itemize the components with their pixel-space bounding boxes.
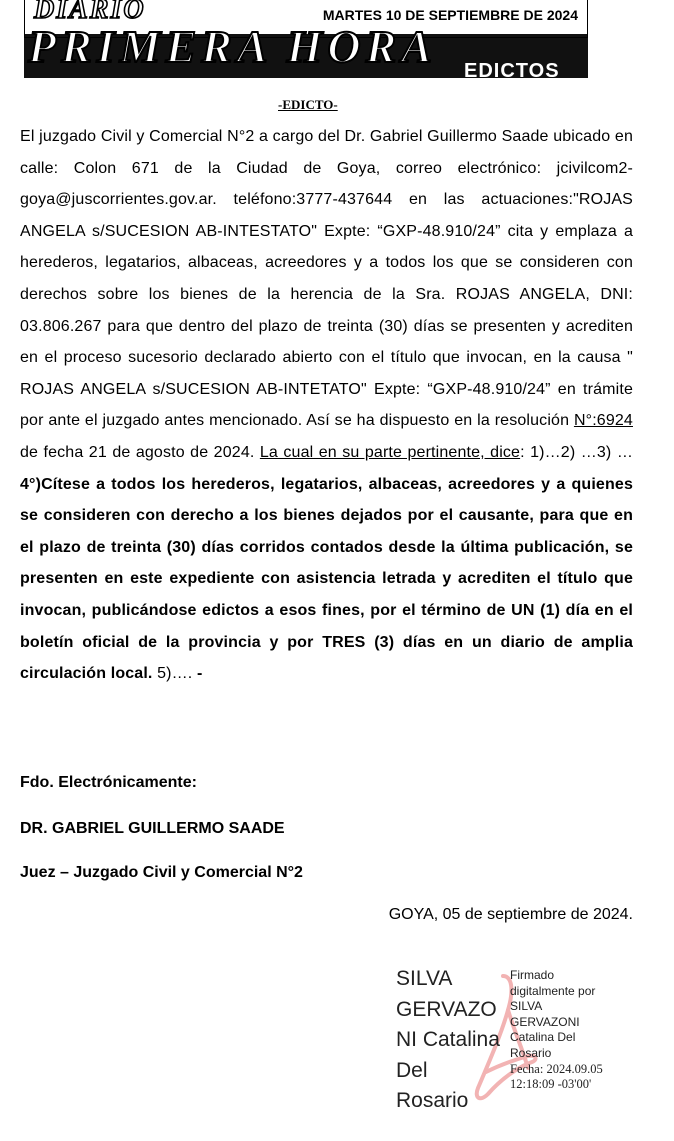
edict-text-date: de fecha 21 de agosto de 2024. xyxy=(20,443,260,461)
signer-name-line: SILVA xyxy=(396,967,453,990)
signature-details xyxy=(510,968,650,1093)
edict-text-intro: El juzgado Civil y Comercial N°2 a cargo del Dr. Gabriel Guillermo Saade ubicado en calle: Colon 671 de la Ciudad de Goya, correo electrónico: jcivilcom2-goya@juscorrientes.gov.ar. teléfono:3777-437644 en las actuaciones:"ROJAS ANGELA s/SUCESION AB-INTESTATO" Expte: “GXP-48.910/24” cita y emplaza a herederos, legatarios, albaceas, acreedores y a todos los que se consideren con derechos sobre los bienes de la herencia de la Sra. ROJAS ANGELA, DNI: 03.806.267 para que dentro del plazo de treinta (30) días se presenten y acrediten en el proceso sucesorio declarado abierto con el título que invocan, en la causa " ROJAS ANGELA s/SUCESION AB-INTETATO" Expte: “GXP-48.910/24” en trámite por ante el juzgado antes mencionado. Así se ha dispuesto en la resolución xyxy=(20,128,633,430)
judge-role: Juez – Juzgado Civil y Comercial N°2 xyxy=(20,864,303,881)
newspaper-header xyxy=(24,0,588,78)
signed-electronically: Fdo. Electrónicamente: xyxy=(20,774,197,791)
signature-info-line: Firmado xyxy=(510,968,555,982)
place-date: GOYA, 05 de septiembre de 2024. xyxy=(388,906,633,923)
section-label: EDICTOS xyxy=(464,60,560,78)
signer-name-line: Del xyxy=(396,1058,428,1082)
digital-signature-stamp xyxy=(396,962,656,1112)
edict-body xyxy=(20,121,633,690)
signer-name xyxy=(396,964,514,1117)
signature-date-line: Fecha: 2024.09.05 xyxy=(510,1061,603,1076)
edict-paragraph xyxy=(20,121,633,690)
signature-info-line: digitalmente por xyxy=(510,983,596,998)
resolution-number: N°:6924 xyxy=(573,412,633,430)
signature-info-line: SILVA xyxy=(510,999,543,1014)
brand-primera-hora: PRIMERA HORA xyxy=(28,21,437,72)
signer-name-line: GERVAZO xyxy=(396,997,497,1021)
edict-title: -EDICTO- xyxy=(278,97,338,112)
end-dash: - xyxy=(197,665,203,683)
pertinent-part: La cual en su parte pertinente, dice xyxy=(259,443,521,461)
signature-time-line: 12:18:09 -03'00' xyxy=(510,1077,592,1092)
signer-name-line: NI Catalina xyxy=(396,1028,500,1051)
signature-info-line: Rosario xyxy=(510,1045,552,1060)
court-order: 4°)Cítese a todos los herederos, legatarios, albaceas, acreedores y a quienes se consideren con derecho a los bienes dejados por el causante, para que en el plazo de treinta (30) días corridos contados desde la última publicación, se presenten en este expediente con asistencia letrada y acrediten el título que invocan, publicándose edictos a esos fines, por el término de UN (1) día en el boletín oficial de la provincia y por TRES (3) días en un diario de amplia circulación local. xyxy=(20,475,633,683)
edict-text-items: : 1)…2) …3) … xyxy=(520,443,633,461)
signature-info-line: GERVAZONI xyxy=(510,1014,580,1029)
judge-name: DR. GABRIEL GUILLERMO SAADE xyxy=(20,820,285,837)
brand-diario: DIARIO xyxy=(34,0,146,25)
issue-date: MARTES 10 DE SEPTIEMBRE DE 2024 xyxy=(322,7,578,23)
signature-info-line: Catalina Del xyxy=(510,1030,576,1045)
signer-name-line: Rosario xyxy=(396,1089,469,1112)
edict-text-tail: 5)…. xyxy=(152,665,197,683)
